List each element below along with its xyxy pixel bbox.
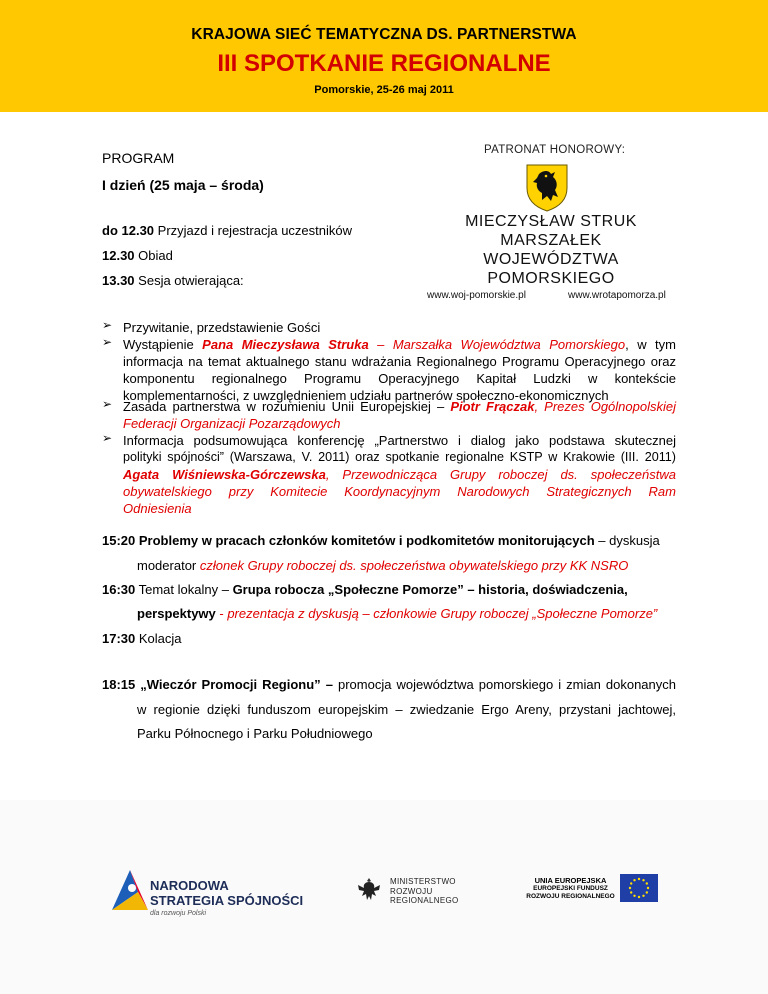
bullet-line: komponentu regionalnego Programu Operacyjnego Kapitał Ludzki w kontekście <box>123 371 676 386</box>
moderator-text: członek Grupy roboczej ds. społeczeństwa obywatelskiego przy KK NSRO <box>199 558 629 573</box>
bullet-text: Przywitanie, przedstawienie Gości <box>123 320 321 335</box>
moderator-line <box>137 557 628 574</box>
moderator-label: moderator <box>137 558 200 573</box>
schedule-item-1730 <box>102 630 182 647</box>
session-title: 15:20 Problemy w pracach członków komitetów i podkomitetów monitorujących <box>102 533 595 548</box>
mrr-line3: REGIONALNEGO <box>390 896 459 905</box>
speaker-name: Agata Wiśniewska-Górczewska <box>123 467 326 482</box>
session-title: perspektywy <box>137 606 216 621</box>
session-note: prezentacja z dyskusją – członkowie Grupy roboczej „Społeczne Pomorze” <box>227 606 658 621</box>
nss-logo-icon <box>108 866 150 914</box>
meeting-date: Pomorskie, 25-26 maj 2011 <box>314 84 454 96</box>
speaker-role: – Marszałka Województwa Pomorskiego <box>368 337 626 352</box>
arrow-bullet-icon: ➢ <box>102 318 113 332</box>
item-time: 16:30 <box>102 582 136 597</box>
polish-eagle-icon <box>356 876 382 904</box>
bullet-line: informacja na temat aktualnego stanu wdrażania Regionalnego Programu Operacyjnego oraz <box>123 354 676 369</box>
arrow-bullet-icon: ➢ <box>102 431 113 445</box>
bullet-line: komplementarności, z uwzględnieniem udziału partnerów społeczno-ekonomicznych <box>123 388 609 403</box>
patron-name-line1: MIECZYSŁAW STRUK <box>465 213 637 230</box>
network-title: KRAJOWA SIEĆ TEMATYCZNA DS. PARTNERSTWA <box>191 26 577 43</box>
bullet-line <box>123 336 676 353</box>
eu-line3: ROZWOJU REGIONALNEGO <box>526 893 615 900</box>
session-desc-line: w regionie dzięki funduszom europejskim – zwiedzanie Ergo Areny, przystani jachtowej, <box>137 702 676 717</box>
bullet-line: Informacja podsumowująca konferencję „Partnerstwo i dialog jako podstawa skutecznej <box>123 433 676 448</box>
item-time: 17:30 <box>102 631 136 646</box>
bullet-text <box>123 398 676 432</box>
eu-flag-icon <box>620 874 658 902</box>
schedule-item <box>102 222 352 239</box>
speaker-name: Piotr Frączak <box>450 399 535 414</box>
bullet-text <box>123 432 676 517</box>
speaker-name: Pana Mieczysława Struka <box>202 337 369 352</box>
schedule-item-1815 <box>102 676 676 693</box>
speaker-role: Federacji Organizacji Pozarządowych <box>123 416 341 431</box>
mrr-line1: MINISTERSTWO <box>390 877 456 886</box>
speaker-role: Odniesienia <box>123 501 192 516</box>
session-desc-line: Parku Północnego i Parku Południowego <box>137 726 373 741</box>
item-text: Kolacja <box>135 631 182 646</box>
session-tail: – dyskusja <box>594 533 660 548</box>
item-time: do 12.30 <box>102 223 155 238</box>
schedule-item <box>102 247 173 264</box>
eu-line1: UNIA EUROPEJSKA <box>534 876 607 885</box>
bullet-line <box>123 398 676 415</box>
url-woj-pomorskie[interactable]: www.woj-pomorskie.pl <box>427 290 526 301</box>
nss-tagline: dla rozwoju Polski <box>150 910 207 917</box>
speaker-role: , Przewodnicząca Grupy roboczej ds. społeczeństwa <box>325 467 677 482</box>
griffin-crest-icon <box>522 162 572 212</box>
item-time: 13.30 <box>102 273 135 288</box>
item-text: promocja województwa pomorskiego i zmian dokonanych <box>332 677 676 692</box>
url-wrotapomorza[interactable]: www.wrotapomorza.pl <box>568 290 666 301</box>
eu-line2: EUROPEJSKI FUNDUSZ <box>533 885 608 892</box>
separator: - <box>215 606 228 621</box>
patronage-label: PATRONAT HONOROWY: <box>484 144 626 156</box>
session-title: Grupa robocza „Społeczne Pomorze” – historia, doświadczenia, <box>232 582 628 597</box>
schedule-item-1520 <box>102 532 660 549</box>
patron-name-line2: MARSZAŁEK <box>500 232 602 249</box>
arrow-bullet-icon: ➢ <box>102 397 113 411</box>
item-text: Sesja otwierająca: <box>138 273 244 288</box>
text: , w tym <box>625 337 676 352</box>
item-text: Przyjazd i rejestracja uczestników <box>157 223 353 238</box>
item-text: Temat lokalny – <box>135 582 233 597</box>
schedule-item-1630-cont <box>137 605 657 622</box>
speaker-role: , Prezes Ogólnopolskiej <box>534 399 676 414</box>
eu-logo-text <box>524 877 617 901</box>
schedule-item <box>102 272 244 289</box>
nss-line1: NARODOWA <box>150 878 229 893</box>
schedule-item-1630 <box>102 581 628 598</box>
nss-logo-text <box>150 878 303 908</box>
item-time: 12.30 <box>102 248 135 263</box>
speaker-role: obywatelskiego przy Komitecie Koordynacyjnym Narodowych Strategicznych Ram <box>123 484 676 499</box>
bullet-line <box>123 466 676 483</box>
patron-name <box>420 212 682 288</box>
text: Zasada partnerstwa w rozumieniu Unii Europejskiej – <box>123 399 451 414</box>
program-heading: PROGRAM <box>102 150 175 166</box>
bullet-line: polityki spójności” (Warszawa, V. 2011) oraz spotkanie regionalne KSTP w Krakowie (III. 2011) <box>123 450 676 464</box>
nss-line2: STRATEGIA SPÓJNOŚCI <box>150 893 304 908</box>
arrow-bullet-icon: ➢ <box>102 335 113 349</box>
day-heading: I dzień (25 maja – środa) <box>102 177 264 193</box>
patron-name-line3: WOJEWÓDZTWA POMORSKIEGO <box>483 251 619 287</box>
header-banner <box>0 0 768 112</box>
meeting-title: III SPOTKANIE REGIONALNE <box>217 50 551 77</box>
mrr-logo-text <box>390 877 459 906</box>
mrr-line2: ROZWOJU <box>390 886 433 896</box>
item-text: Obiad <box>138 248 173 263</box>
session-title: 18:15 „Wieczór Promocji Regionu” – <box>102 677 333 692</box>
text: Wystąpienie <box>123 337 203 352</box>
bullet-text <box>123 336 676 404</box>
